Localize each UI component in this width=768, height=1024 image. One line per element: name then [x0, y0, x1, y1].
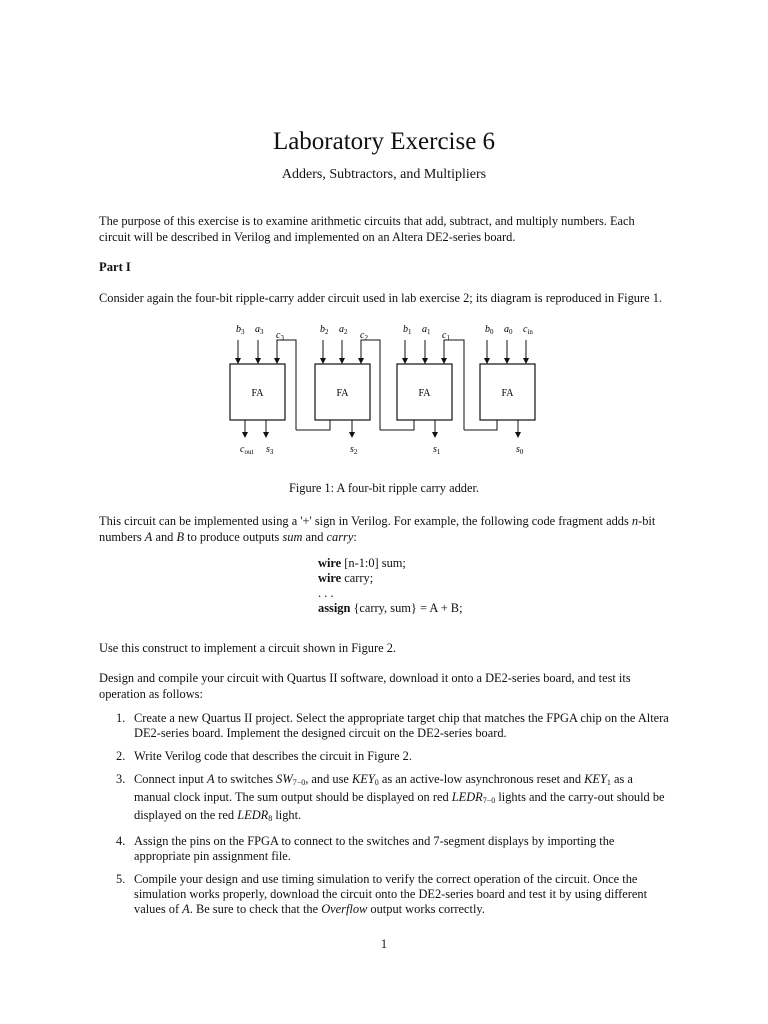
- list-item: 3. Connect input A to switches $SW_{7-0}$, and use $KEY_0$ as an active-low asynchronous reset and $KEY_1$ as a manual clock input. The sum output should be displayed on red $LEDR_{7-0}$ lights and the carry-out should be displayed on the red $LEDR_8$ light.: [116, 772, 665, 823]
- page-number: 1: [380, 937, 388, 951]
- design-paragraph: Design and compile your circuit with Quartus II software, download it onto a DE2-series board, and test its operation as follows:: [99, 671, 631, 701]
- part1-paragraph: Consider again the four-bit ripple-carry adder circuit used in lab exercise 2; its diagram is reproduced in Figure 1.: [99, 291, 662, 305]
- list-item: 2. Write Verilog code that describes the circuit in Figure 2.: [116, 749, 412, 763]
- use-construct-paragraph: Use this construct to implement a circuit shown in Figure 2.: [99, 641, 396, 655]
- label-b1: $b_1$: [403, 324, 412, 336]
- label-b0: $b_0$: [485, 324, 494, 336]
- part-heading: Part I: [99, 260, 131, 274]
- intro-paragraph: The purpose of this exercise is to examine arithmetic circuits that add, subtract, and multiply numbers. Each circuit will be described in Verilog and implemented on an Altera DE2-series board.: [99, 214, 635, 244]
- fa-label-3: FA: [251, 388, 264, 399]
- page-title: Laboratory Exercise 6: [272, 128, 496, 155]
- label-s0: $s_0$: [516, 444, 524, 456]
- label-a3: $a_3$: [255, 324, 264, 336]
- label-cin: $c_{in}$: [523, 324, 533, 336]
- code-line: wire [n-1:0] sum;: [318, 556, 406, 570]
- list-item: 4. Assign the pins on the FPGA to connect to the switches and 7-segment displays by importing the appropriate pin assignment file.: [116, 834, 615, 863]
- list-item: 1. Create a new Quartus II project. Select the appropriate target chip that matches the FPGA chip on the Altera DE2-series board. Implement the designed circuit on the DE2-series board.: [116, 711, 669, 740]
- label-c1: $c_1$: [442, 330, 450, 342]
- steps-list: [99, 711, 669, 925]
- label-a0: $a_0$: [504, 324, 513, 336]
- code-line: wire carry;: [318, 571, 374, 585]
- label-b2: $b_2$: [320, 324, 329, 336]
- fa-label-0: FA: [501, 388, 514, 399]
- ripple-carry-adder-diagram: [220, 318, 560, 468]
- label-s1: $s_1$: [433, 444, 441, 456]
- label-a1: $a_1$: [422, 324, 431, 336]
- code-line: assign {carry, sum} = A + B;: [318, 601, 463, 615]
- implementation-paragraph: This circuit can be implemented using a '+' sign in Verilog. For example, the following code fragment adds n-bit numbers A and B to produce outputs sum and carry:: [99, 514, 656, 544]
- label-s2: $s_2$: [350, 444, 358, 456]
- figure-1-caption: Figure 1: A four-bit ripple carry adder.: [288, 481, 480, 495]
- code-line: . . .: [318, 586, 334, 600]
- label-c2: $c_2$: [360, 330, 368, 342]
- verilog-code-fragment: [318, 556, 463, 616]
- fa-label-2: FA: [336, 388, 349, 399]
- label-cout: $c_{out}$: [240, 444, 254, 456]
- page-subtitle: Adders, Subtractors, and Multipliers: [281, 167, 487, 182]
- list-item: 5. Compile your design and use timing simulation to verify the correct operation of the circuit. Once the simulation works properly, download the circuit onto the DE2-series board and test it by using different values of A. Be sure to check that the Overflow output works correctly.: [116, 872, 648, 916]
- label-c3: $c_3$: [276, 330, 284, 342]
- fa-label-1: FA: [418, 388, 431, 399]
- label-a2: $a_2$: [339, 324, 348, 336]
- label-b3: $b_3$: [236, 324, 245, 336]
- label-s3: $s_3$: [266, 444, 274, 456]
